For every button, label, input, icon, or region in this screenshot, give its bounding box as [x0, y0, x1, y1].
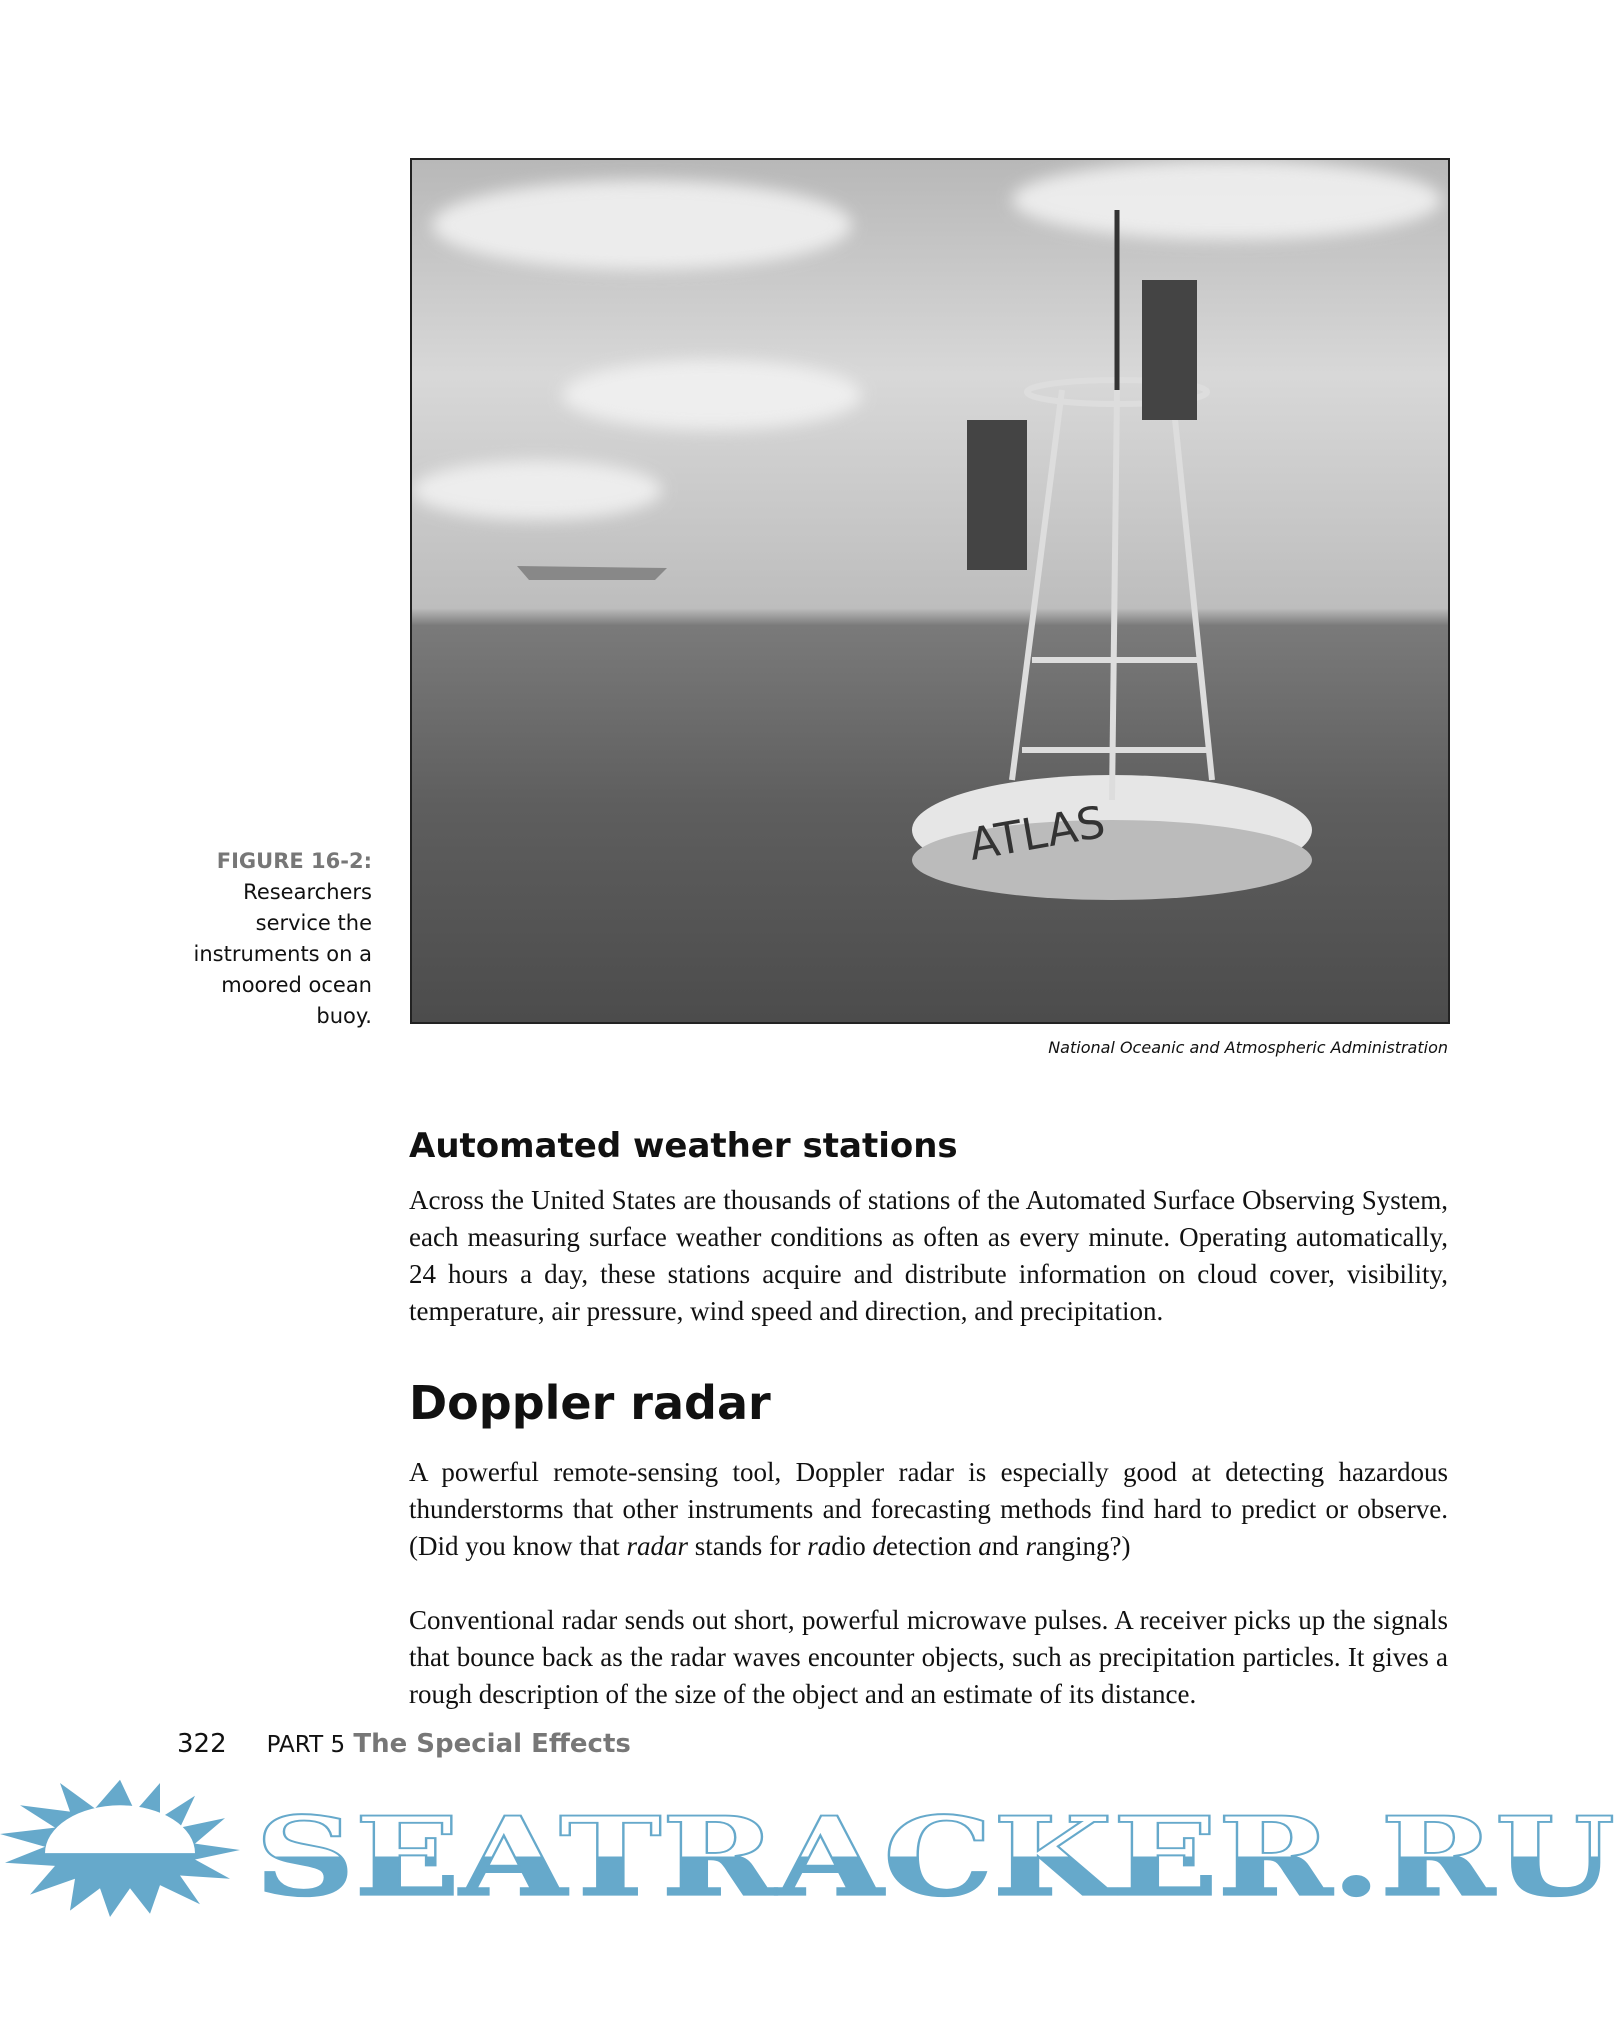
figure-label: FIGURE 16-2:	[216, 849, 372, 873]
caption-line: instruments on a	[193, 942, 372, 966]
caption-line: buoy.	[316, 1004, 372, 1028]
caption-line: service the	[255, 911, 372, 935]
chapter-heading: Doppler radar	[409, 1376, 771, 1430]
caption-line: Researchers	[243, 880, 372, 904]
part-label: PART 5	[266, 1732, 346, 1758]
buoy-photo	[410, 158, 1450, 1024]
paragraph: Across the United States are thousands of stations of the Automated Surface Observing System, each measuring surface weather conditions as often as every minute. Operating automatically, 24 hours a day, these stations acquire and distribute information on cloud cover, visibility, temperature, air pressure, wind speed and direction, and precipitation.	[409, 1185, 1448, 1326]
part-title: The Special Effects	[353, 1729, 631, 1759]
watermark	[0, 1767, 1623, 1917]
buoy-label: ATLAS	[965, 796, 1109, 871]
buoy-illustration	[412, 160, 1448, 1022]
sun-logo-icon	[0, 1780, 240, 1917]
paragraph: Conventional radar sends out short, powerful microwave pulses. A receiver picks up the signals that bounce back as the radar waves encounter objects, such as precipitation particles. It gives a rough description of the size of the object and an estimate of its distance.	[409, 1605, 1448, 1709]
body-flow	[0, 1124, 1623, 1917]
page-number: 322	[177, 1729, 227, 1759]
section-heading: Automated weather stations	[409, 1126, 958, 1166]
page-footer	[177, 1727, 1623, 1761]
caption-line: moored ocean	[221, 973, 372, 997]
figure-caption	[194, 846, 373, 1032]
paragraph: A powerful remote-sensing tool, Doppler radar is especially good at detecting hazardous thunderstorms that other instruments and forecasting methods find hard to predict or observe. (Did you know that radar stands for radio detection and ranging?)	[409, 1457, 1448, 1561]
watermark-text: SEATRACKER.RU	[254, 1792, 1615, 1917]
photo-credit: National Oceanic and Atmospheric Administration	[1048, 1038, 1448, 1057]
